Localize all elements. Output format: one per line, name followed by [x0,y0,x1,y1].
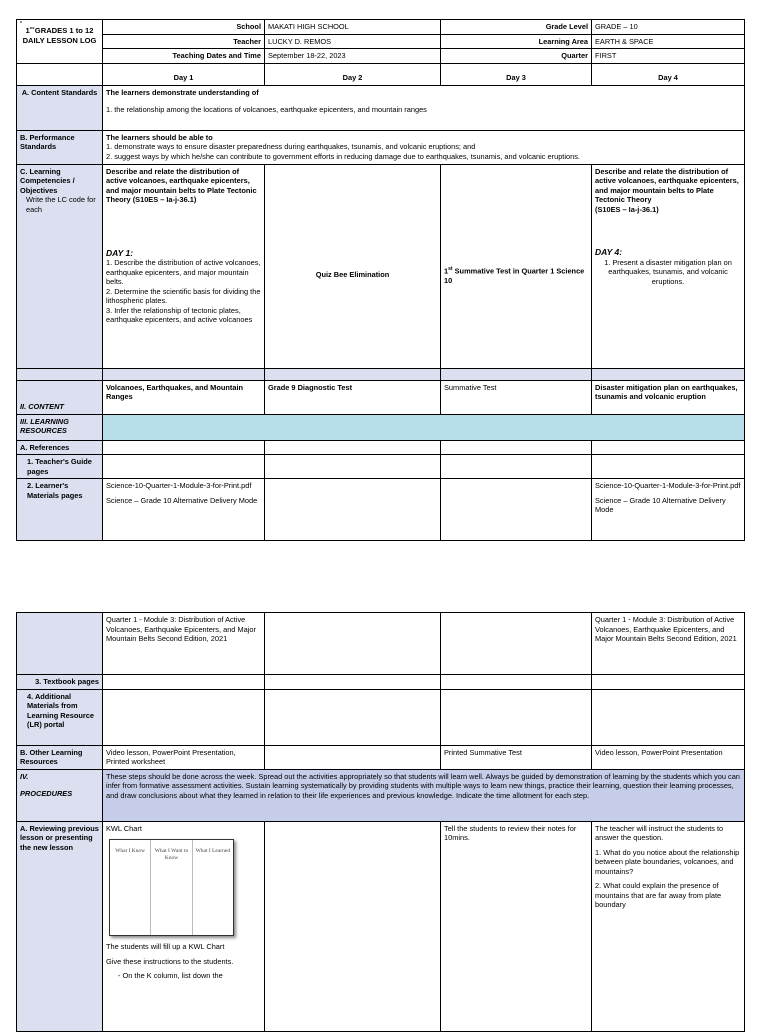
content-standards-label: A. Content Standards [17,85,103,130]
quarter-value: FIRST [592,49,745,64]
lesson-log-table [16,19,745,541]
grade-value: GRADE – 10 [592,20,745,35]
reviewing-day1: KWL Chart What I Know What I Want to Know What I Learned The students will fill up a KWL Chart Give these instructions to the students. - On the K column, list down the [103,821,265,1031]
content-day3: Summative Test [441,380,592,414]
school-label: School [103,20,265,35]
learning-resources-label: III. LEARNING RESOURCES [17,414,103,440]
other-resources-day4: Video lesson, PowerPoint Presentation [592,745,745,769]
content-day2: Grade 9 Diagnostic Test [265,380,441,414]
competencies-day1: Describe and relate the distribution of active volcanoes, earthquake epicenters, and major mountain belts to Plate Tectonic Theory (S10ES – Ia-j-36.1) DAY 1: 1. Describe the distribution of active volcanoes, earthquake epicenters, and major mountain belts. 2. Determine the scientific basis for dividing the lithospheric plates. 3. Infer the relationship of tectonic plates, earthquake epicenters, and active volcanoes [103,164,265,368]
lesson-log-page-2 [16,612,744,1032]
content-day1: Volcanoes, Earthquakes, and Mountain Ranges [103,380,265,414]
performance-standards-text: The learners should be able to 1. demonstrate ways to ensure disaster preparedness during earthquakes, tsunamis, and volcanic eruptions; and 2. suggest ways by which he/she can contribute to government efforts in reducing damage due to earthquakes, tsunamis, and volcanic eruptions. [103,130,745,164]
kwl-col-know: What I Know [110,840,151,935]
dates-value: September 18-22, 2023 [265,49,441,64]
grade-label: Grade Level [441,20,592,35]
references-label: A. References [17,440,103,455]
lesson-log-page-1 [16,19,744,541]
teacher-value: LUCKY D. REMOS [265,34,441,49]
day-header-2: Day 2 [265,63,441,85]
area-label: Learning Area [441,34,592,49]
content-label: II. CONTENT [17,380,103,414]
day-header-1: Day 1 [103,63,265,85]
kwl-chart-image [109,839,234,936]
reviewing-day4: The teacher will instruct the students to answer the question. 1. What do you notice about the relationship between plate boundaries, volcanoes, and mountains? 2. What could explain the presence of mountains that are far away from plate boundary [592,821,745,1031]
kwl-col-want: What I Want to Know [151,840,192,935]
learners-materials-day1: Science-10-Quarter-1-Module-3-for-Print.pdf Science – Grade 10 Alternative Delivery Mode [103,479,265,541]
procedures-text: These steps should be done across the week. Spread out the activities appropriately so that students will learn well. Always be guided by demonstration of learning by the students which you can infer from formative assessment activities. Sustain learning systematically by providing students with multiple ways to learn new things, practice their learning, question their learning processes, and draw conclusions about what they learned in relation to their life experiences and previous knowledge. Indicate the time allotment for each step. [103,769,745,821]
learners-materials-label: 2. Learner's Materials pages [17,479,103,541]
competencies-day4: Describe and relate the distribution of active volcanoes, earthquake epicenters, and major mountain belts to Plate Tectonic Theory (S10ES – Ia-j-36.1) DAY 4: 1. Present a disaster mitigation plan on earthquakes, tsunamis, and volcanic eruptions. [592,164,745,368]
textbook-label: 3. Textbook pages [17,675,103,690]
competencies-day2: Quiz Bee Elimination [265,164,441,368]
performance-standards-label: B. Performance Standards [17,130,103,164]
other-resources-day1: Video lesson, PowerPoint Presentation, Printed worksheet [103,745,265,769]
additional-materials-label: 4. Additional Materials from Learning Resource (LR) portal [17,689,103,745]
module-ref-day1: Quarter 1 - Module 3: Distribution of Active Volcanoes, Earthquake Epicenters, and Major Mountain Belts Second Edition, 2021 [103,613,265,675]
learners-materials-day4: Science-10-Quarter-1-Module-3-for-Print.pdf Science – Grade 10 Alternative Delivery Mode [592,479,745,541]
day-header-3: Day 3 [441,63,592,85]
school-value: MAKATI HIGH SCHOOL [265,20,441,35]
lesson-log-table-continued [16,612,745,1032]
content-standards-text: The learners demonstrate understanding of 1. the relationship among the locations of volcanoes, earthquake epicenters, and mountain ranges [103,85,745,130]
kwl-col-learned: What I Learned [195,848,231,854]
module-ref-day4: Quarter 1 - Module 3: Distribution of Active Volcanoes, Earthquake Epicenters, and Major Mountain Belts Second Edition, 2021 [592,613,745,675]
reviewing-label: A. Reviewing previous lesson or presenting the new lesson [17,821,103,1031]
competencies-day3: 1st Summative Test in Quarter 1 Science 10 [441,164,592,368]
competencies-label: C. Learning Competencies / Objectives Write the LC code for each [17,164,103,368]
reviewing-day3: Tell the students to review their notes for 10mins. [441,821,592,1031]
content-day4: Disaster mitigation plan on earthquakes, tsunamis and volcanic eruption [592,380,745,414]
teacher-label: Teacher [103,34,265,49]
day-header-4: Day 4 [592,63,745,85]
other-resources-label: B. Other Learning Resources [17,745,103,769]
other-resources-day3: Printed Summative Test [441,745,592,769]
teachers-guide-label: 1. Teacher's Guide pages [17,455,103,479]
quarter-label: Quarter [441,49,592,64]
log-title: ° 1˚˚GRADES 1 to 12 DAILY LESSON LOG [17,20,103,64]
dates-label: Teaching Dates and Time [103,49,265,64]
procedures-label: IV. PROCEDURES [17,769,103,821]
area-value: EARTH & SPACE [592,34,745,49]
